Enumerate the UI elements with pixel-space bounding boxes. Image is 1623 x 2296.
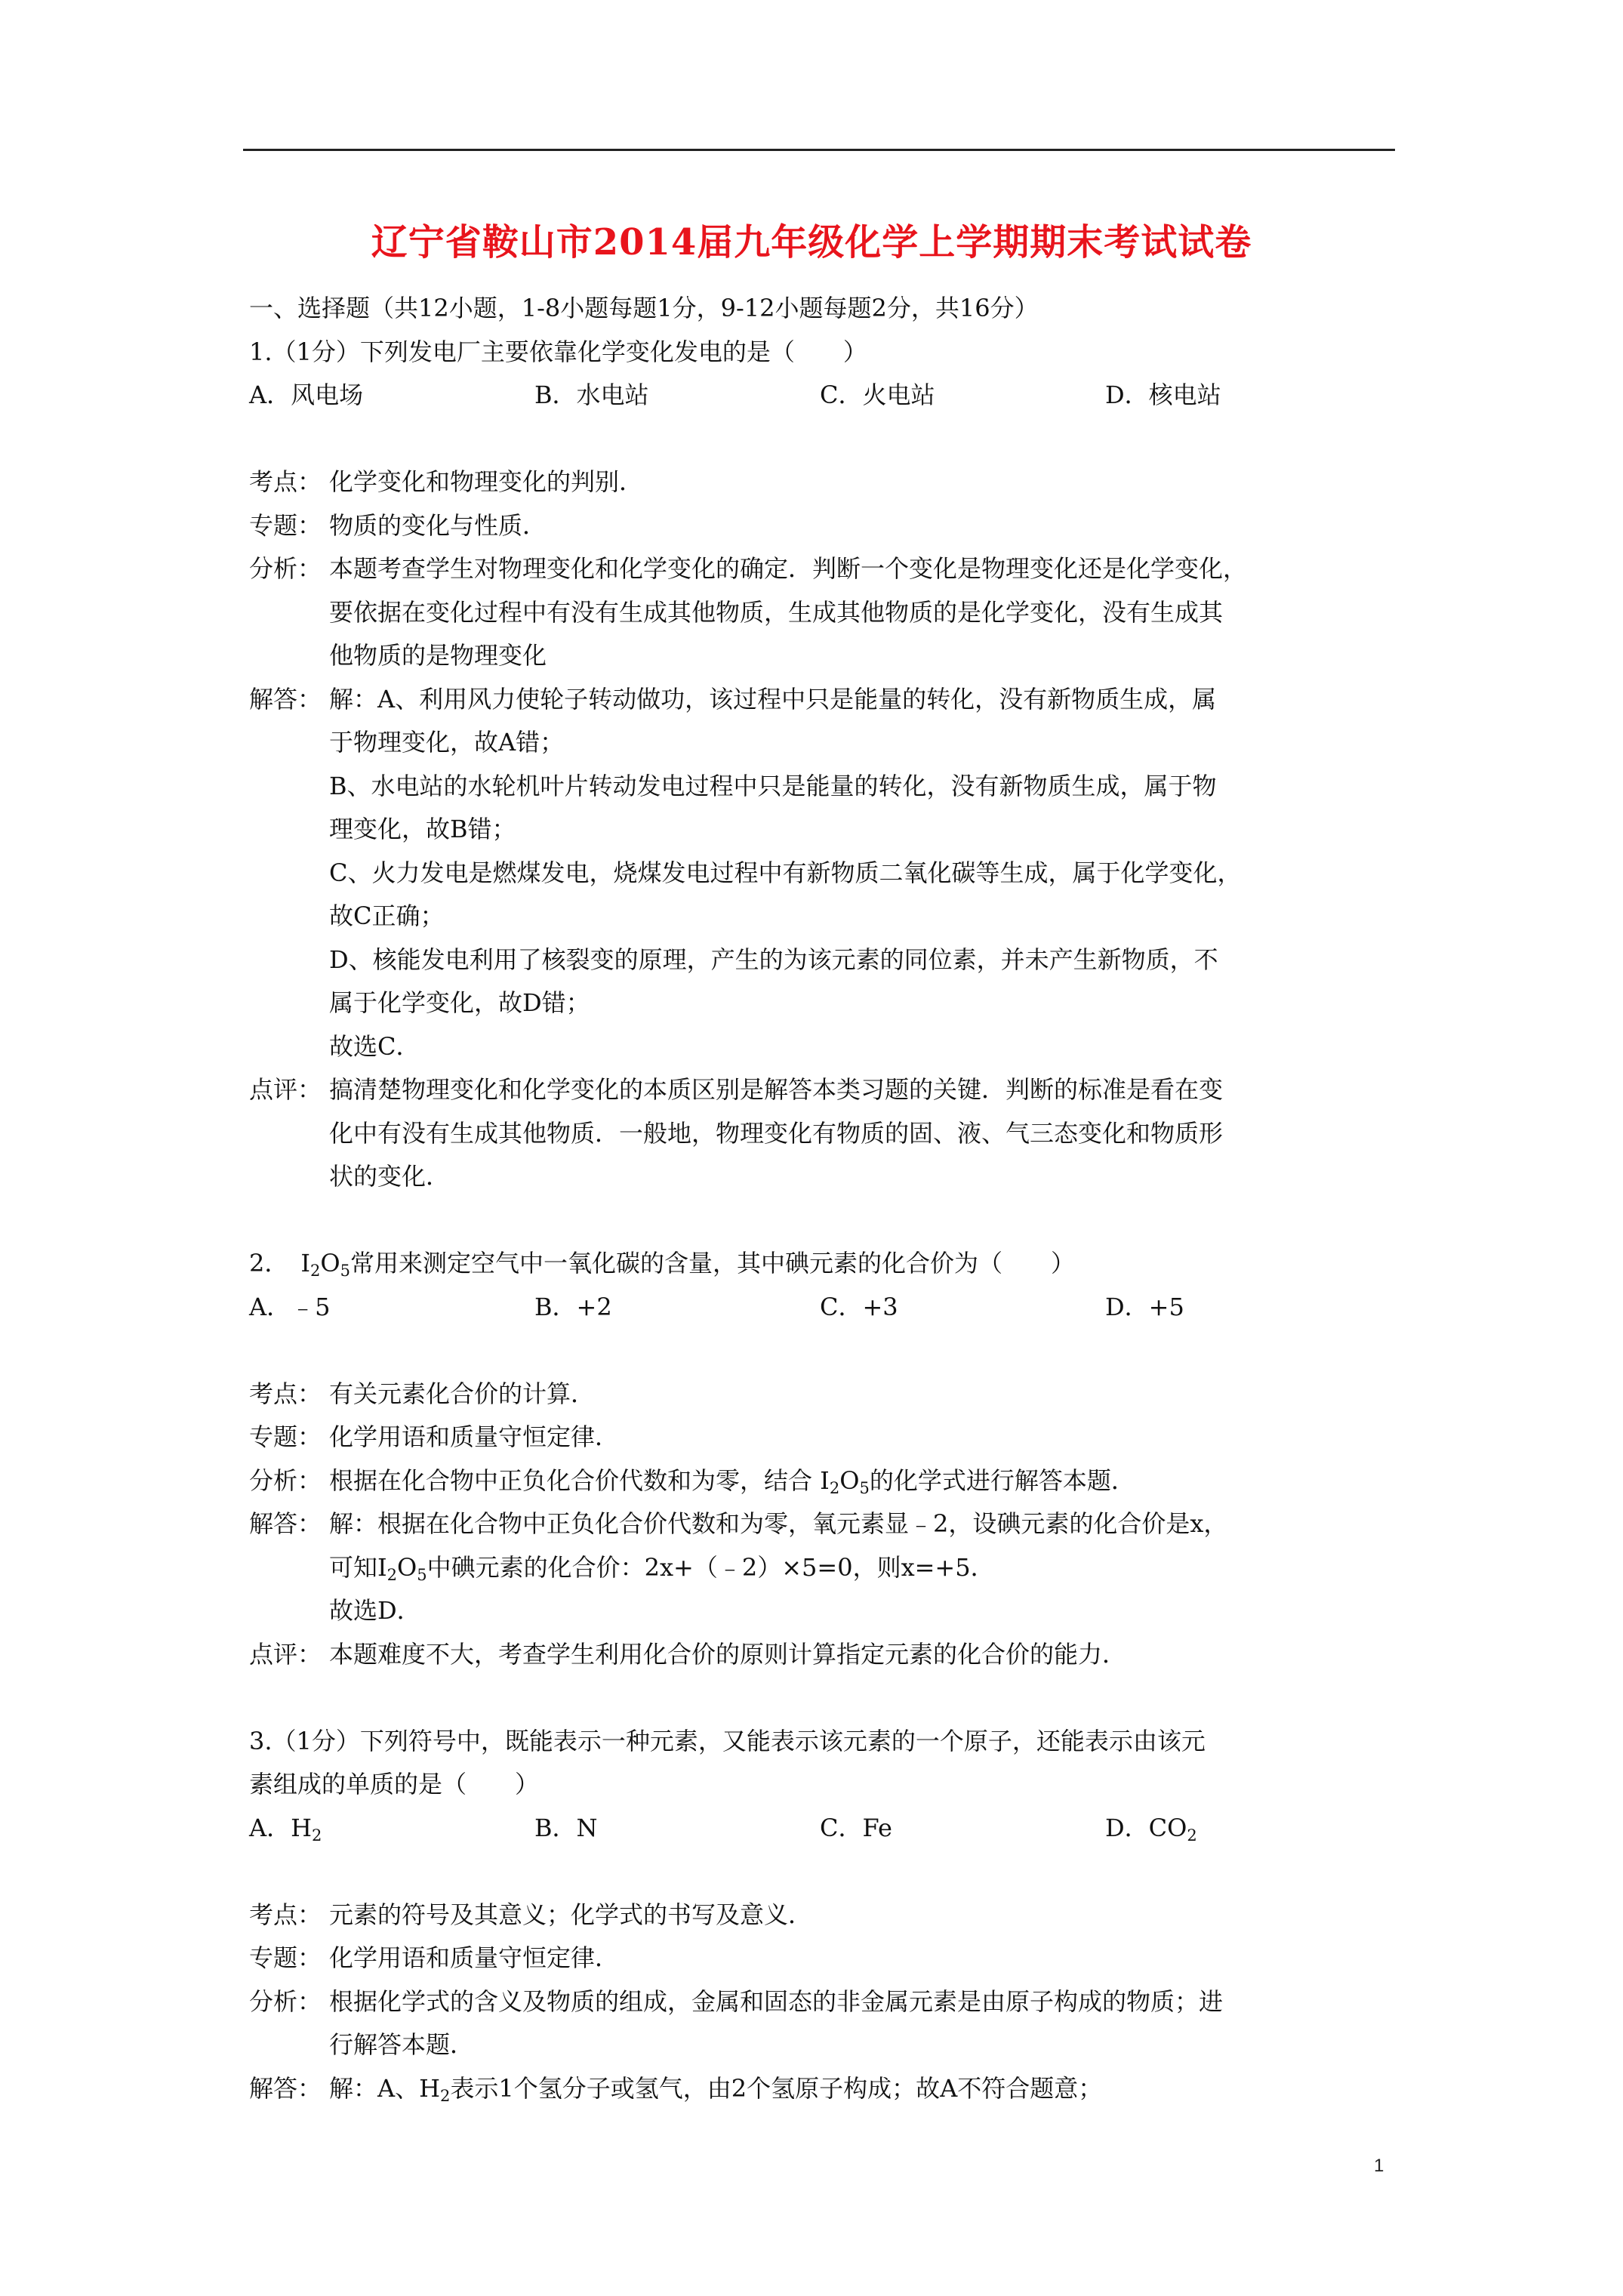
page-title: 辽宁省鞍山市2014届九年级化学上学期期末考试试卷 [371,221,1252,264]
jieda-line: 可知$I_2O_5$中碘元素的化合价：2x+（﹣2）×5=0，则x=+5． [329,1552,995,1584]
document-body [249,287,1397,2110]
fenxi-line: 根据化学式的含义及物质的组成，金属和固态的非金属元素是由原子构成的物质；进 [329,1986,1224,2016]
kaodian-label: 考点： [249,1379,322,1408]
question-2-options [249,1286,1397,1330]
section-heading: 一、选择题（共12小题，1-8小题每题1分，9-12小题每题2分，共16分） [249,294,1039,322]
question-2-stem: 2． $I_2O_5$常用来测定空气中一氧化碳的含量，其中碘元素的化合价为（ ） [249,1249,1076,1280]
q1-dianping [249,1068,1397,1199]
q1-zhuanti [249,504,1397,548]
option-c: C．+3 [820,1292,898,1321]
option-c: C．火电站 [820,381,935,409]
option-d: D．+5 [1105,1292,1184,1321]
option-a: A．$H_2$ [249,1813,322,1845]
kaodian-label: 考点： [249,1900,322,1929]
kaodian-text: 有关元素化合价的计算． [329,1379,596,1408]
kaodian-label: 考点： [249,467,322,496]
fenxi-label: 分析： [249,554,322,583]
question-3-stem: 3.（1分）下列符号中，既能表示一种元素，又能表示该元素的一个原子，还能表示由该元 [249,1726,1206,1755]
q1-jieda [249,678,1397,1069]
q2-fenxi [249,1459,1397,1503]
kaodian-text: 化学变化和物理变化的判别． [329,467,644,496]
option-d: D．$CO_2$ [1105,1813,1197,1845]
option-a: A．﹣5 [249,1292,331,1321]
jieda-label: 解答： [249,1509,322,1538]
jieda-line: 于物理变化，故A错； [329,728,565,757]
q3-jieda [249,2067,1397,2111]
zhuanti-label: 专题： [249,1422,322,1451]
dianping-label: 点评： [249,1639,322,1669]
question-1-stem: 1.（1分）下列发电厂主要依靠化学变化发电的是（ ） [249,337,867,366]
dianping-line: 搞清楚物理变化和化学变化的本质区别是解答本类习题的关键．判断的标准是看在变 [329,1075,1224,1104]
jieda-text: 解：A、$H_2$表示1个氢分子或氢气，由2个氢原子构成；故A不符合题意； [329,2073,1103,2105]
jieda-line: D、核能发电利用了核裂变的原理，产生的为该元素的同位素，并未产生新物质，不 [329,945,1218,974]
zhuanti-text: 化学用语和质量守恒定律． [329,1943,620,1972]
q1-fenxi [249,547,1397,678]
q2-kaodian [249,1373,1397,1416]
fenxi-text: 根据在化合物中正负化合价代数和为零，结合 $I_2O_5$的化学式进行解答本题． [329,1465,1135,1497]
option-b: B．N [534,1813,598,1842]
jieda-line: 理变化，故B错； [329,815,516,843]
fenxi-line: 行解答本题． [329,2030,475,2059]
jieda-line: 属于化学变化，故D错； [329,988,590,1017]
page-number: 1 [1374,2156,1384,2176]
q2-jieda [249,1502,1397,1633]
jieda-line: 解：根据在化合物中正负化合价代数和为零，氧元素显﹣2，设碘元素的化合价是x， [329,1509,1228,1538]
dianping-line: 化中有没有生成其他物质．一般地，物理变化有物质的固、液、气三态变化和物质形 [329,1118,1224,1148]
jieda-line: 故选D． [329,1596,421,1625]
dianping-label: 点评： [249,1075,322,1104]
jieda-label: 解答： [249,2073,322,2103]
jieda-label: 解答： [249,684,322,713]
question-3-options [249,1807,1397,1851]
jieda-line: C、火力发电是燃煤发电，烧煤发电过程中有新物质二氧化碳等生成，属于化学变化， [329,858,1242,887]
header-rule [243,149,1395,151]
fenxi-line: 要依据在变化过程中有没有生成其他物质，生成其他物质的是化学变化，没有生成其 [329,597,1224,627]
jieda-line: 故C正确； [329,901,445,930]
q3-fenxi [249,1980,1397,2067]
jieda-line: 解：A、利用风力使轮子转动做功，该过程中只是能量的转化，没有新物质生成，属 [329,684,1217,713]
q2-zhuanti [249,1416,1397,1459]
q1-kaodian [249,461,1397,504]
jieda-line: 故选C． [329,1031,420,1061]
option-d: D．核电站 [1105,381,1221,409]
question-3-stem: 素组成的单质的是（ ） [249,1770,540,1798]
jieda-line: B、水电站的水轮机叶片转动发电过程中只是能量的转化，没有新物质生成，属于物 [329,771,1217,800]
option-b: B．+2 [534,1292,612,1321]
kaodian-text: 元素的符号及其意义；化学式的书写及意义． [329,1900,813,1929]
zhuanti-label: 专题： [249,1943,322,1972]
zhuanti-text: 物质的变化与性质． [329,510,547,540]
zhuanti-label: 专题： [249,510,322,540]
dianping-text: 本题难度不大，考查学生利用化合价的原则计算指定元素的化合价的能力． [329,1639,1127,1669]
q2-dianping [249,1633,1397,1677]
option-a: A．风电场 [249,381,364,409]
dianping-line: 状的变化． [329,1162,451,1191]
zhuanti-text: 化学用语和质量守恒定律． [329,1422,620,1451]
option-b: B．水电站 [534,381,649,409]
fenxi-label: 分析： [249,1986,322,2016]
q3-kaodian [249,1894,1397,1937]
fenxi-line: 他物质的是物理变化 [329,641,547,670]
fenxi-label: 分析： [249,1465,322,1495]
option-c: C．Fe [820,1813,892,1842]
fenxi-line: 本题考查学生对物理变化和化学变化的确定．判断一个变化是物理变化还是化学变化， [329,554,1248,583]
q3-zhuanti [249,1937,1397,1980]
question-1-options [249,374,1397,418]
